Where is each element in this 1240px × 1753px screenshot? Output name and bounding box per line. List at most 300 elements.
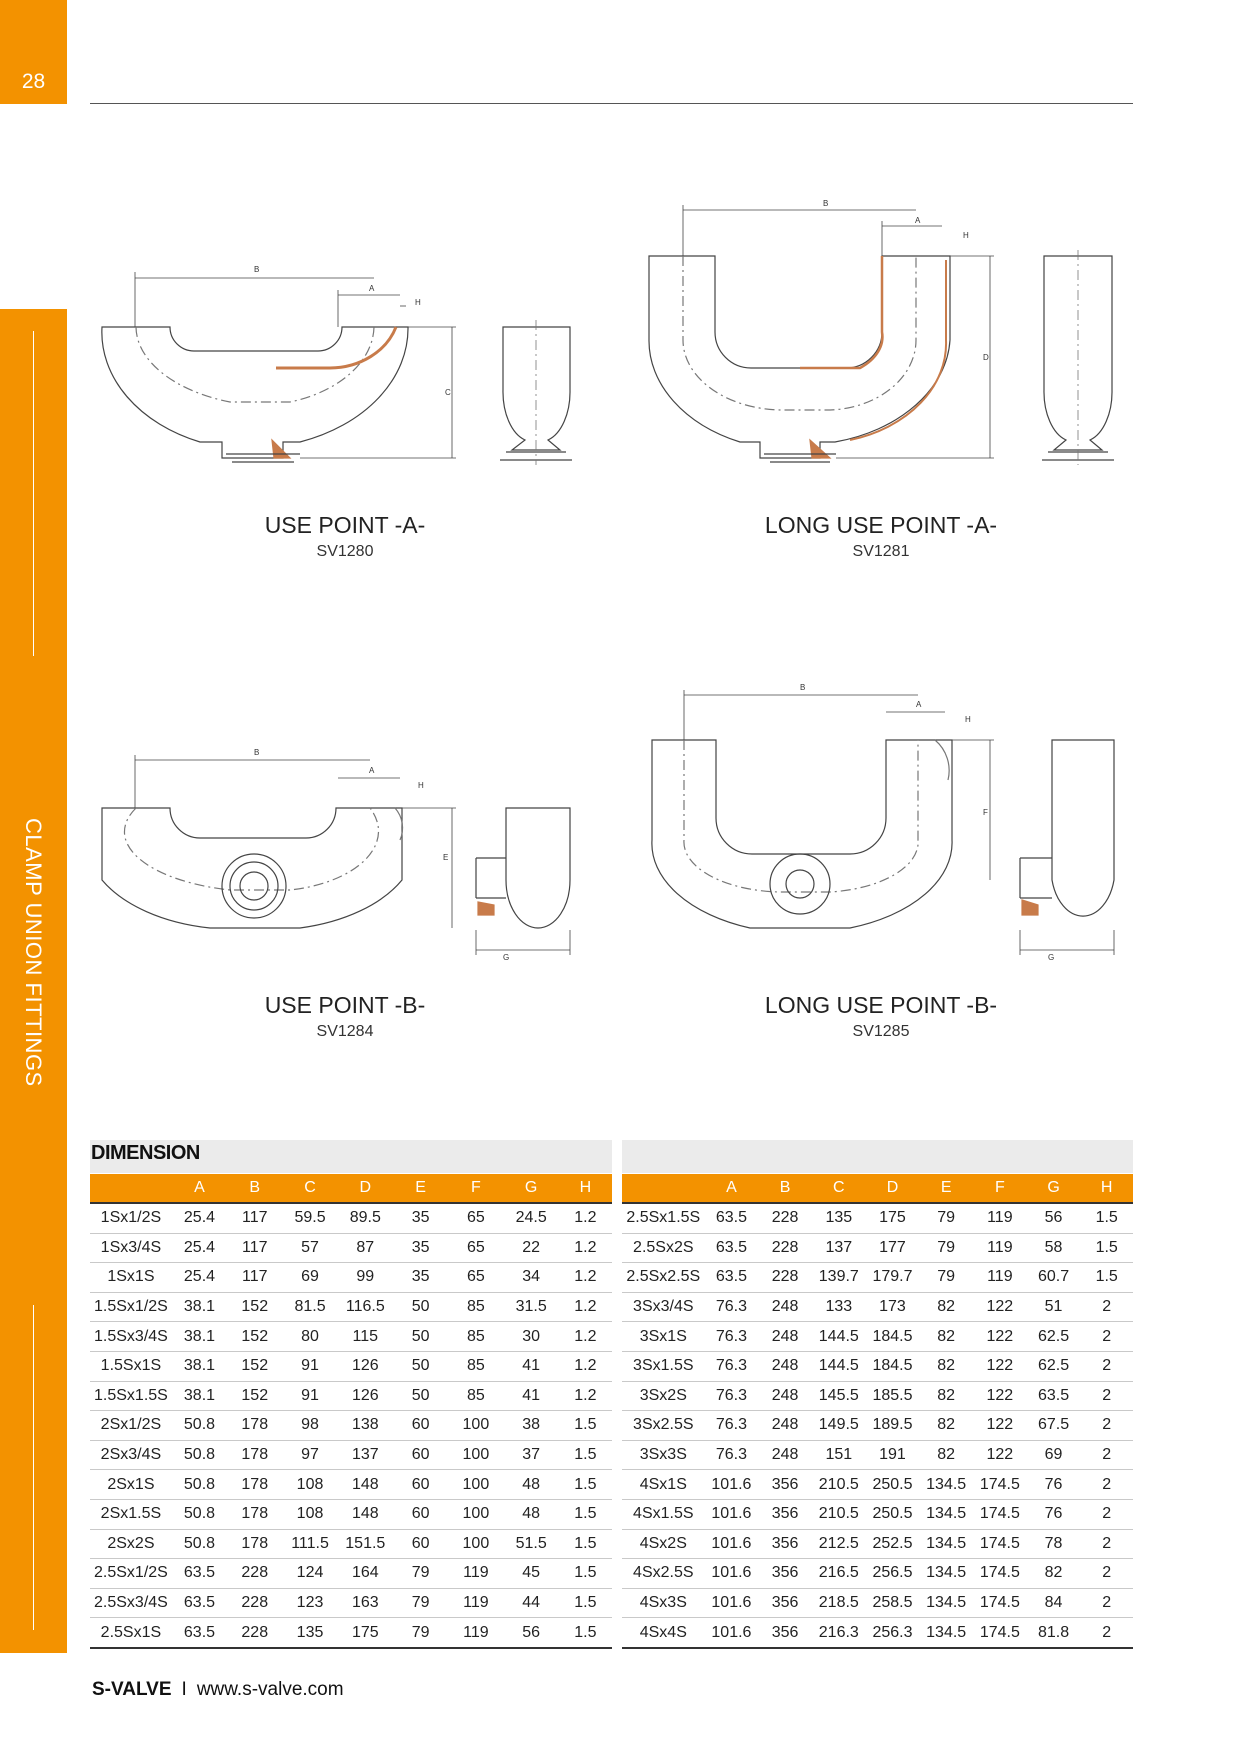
dimension-cell: 248	[758, 1381, 812, 1411]
table-row	[90, 1351, 612, 1381]
dimension-cell: 250.5	[866, 1470, 920, 1500]
dimension-cell: 1.5	[559, 1499, 612, 1529]
dimension-cell: 356	[758, 1588, 812, 1618]
dimension-cell: 122	[973, 1440, 1027, 1470]
column-header: B	[758, 1174, 812, 1203]
dimension-cell: 1.2	[559, 1351, 612, 1381]
dimension-cell: 98	[282, 1411, 337, 1441]
dimension-cell: 122	[973, 1411, 1027, 1441]
dimension-cell: 117	[227, 1233, 282, 1263]
dimension-cell: 101.6	[705, 1618, 759, 1648]
dim-label-a: A	[916, 700, 922, 709]
dimension-cell: 1.2	[559, 1233, 612, 1263]
drawing-use-point-a	[102, 272, 572, 465]
dimension-cell: 65	[448, 1233, 503, 1263]
dimension-cell: 144.5	[812, 1351, 866, 1381]
dimension-cell: 151	[812, 1440, 866, 1470]
dimension-cell: 63.5	[705, 1203, 759, 1233]
table-row	[622, 1263, 1133, 1293]
dimension-cell: 356	[758, 1618, 812, 1648]
dimension-cell: 97	[282, 1440, 337, 1470]
table-header-row	[622, 1174, 1133, 1203]
column-header	[90, 1174, 172, 1203]
dimension-cell: 100	[448, 1440, 503, 1470]
dimension-cell: 134.5	[919, 1499, 973, 1529]
dimension-cell: 151.5	[338, 1529, 393, 1559]
dimension-cell: 119	[973, 1203, 1027, 1233]
dimension-title: DIMENSION	[91, 1142, 200, 1164]
dimension-cell: 134.5	[919, 1588, 973, 1618]
dimension-cell: 76	[1027, 1470, 1081, 1500]
dimension-cell: 38.1	[172, 1351, 227, 1381]
dimension-cell: 76.3	[705, 1411, 759, 1441]
size-cell: 3Sx1.5S	[622, 1351, 705, 1381]
dimension-cell: 50.8	[172, 1411, 227, 1441]
dimension-cell: 1.5	[1080, 1263, 1133, 1293]
table-row	[622, 1499, 1133, 1529]
dimension-cell: 76.3	[705, 1292, 759, 1322]
dim-label-b: B	[823, 199, 829, 208]
dimension-cell: 100	[448, 1499, 503, 1529]
size-cell: 2.5Sx1.5S	[622, 1203, 705, 1233]
size-cell: 3Sx1S	[622, 1322, 705, 1352]
dimension-cell: 44	[504, 1588, 559, 1618]
table-row	[622, 1440, 1133, 1470]
dimension-cell: 101.6	[705, 1588, 759, 1618]
size-cell: 4Sx1.5S	[622, 1499, 705, 1529]
column-header: F	[973, 1174, 1027, 1203]
table-row	[90, 1233, 612, 1263]
dimension-cell: 248	[758, 1292, 812, 1322]
column-header	[622, 1174, 705, 1203]
dimension-cell: 1.5	[559, 1440, 612, 1470]
dimension-cell: 82	[919, 1440, 973, 1470]
dimension-cell: 50.8	[172, 1470, 227, 1500]
dimension-cell: 50	[393, 1381, 448, 1411]
dimension-cell: 1.5	[559, 1470, 612, 1500]
column-header: E	[919, 1174, 973, 1203]
dimension-cell: 100	[448, 1411, 503, 1441]
dimension-cell: 2	[1080, 1529, 1133, 1559]
dimension-cell: 152	[227, 1292, 282, 1322]
dimension-cell: 76.3	[705, 1322, 759, 1352]
dimension-cell: 135	[282, 1618, 337, 1648]
dimension-cell: 152	[227, 1322, 282, 1352]
dimension-cell: 59.5	[282, 1203, 337, 1233]
dim-label-b: B	[254, 265, 260, 274]
figure-code: SV1281	[852, 543, 910, 560]
table-row	[622, 1618, 1133, 1648]
table-header-row	[90, 1174, 612, 1203]
dimension-cell: 228	[227, 1618, 282, 1648]
column-header: A	[705, 1174, 759, 1203]
dimension-cell: 122	[973, 1351, 1027, 1381]
dimension-cell: 56	[504, 1618, 559, 1648]
size-cell: 2Sx1S	[90, 1470, 172, 1500]
dimension-cell: 80	[282, 1322, 337, 1352]
dimension-cell: 2	[1080, 1588, 1133, 1618]
dimension-cell: 250.5	[866, 1499, 920, 1529]
dimension-cell: 2	[1080, 1618, 1133, 1648]
website-link[interactable]: www.s-valve.com	[196, 1679, 344, 1700]
dimension-cell: 228	[227, 1559, 282, 1589]
table-row	[622, 1322, 1133, 1352]
size-cell: 2.5Sx3/4S	[90, 1588, 172, 1618]
dimension-cell: 189.5	[866, 1411, 920, 1441]
dimension-cell: 139.7	[812, 1263, 866, 1293]
dimension-cell: 137	[338, 1440, 393, 1470]
dimension-cell: 164	[338, 1559, 393, 1589]
page-number: 28	[21, 70, 46, 93]
dimension-cell: 1.2	[559, 1381, 612, 1411]
size-cell: 1Sx3/4S	[90, 1233, 172, 1263]
dimension-cell: 56	[1027, 1203, 1081, 1233]
size-cell: 2.5Sx2S	[622, 1233, 705, 1263]
dim-label-b: B	[800, 683, 806, 692]
dimension-cell: 50	[393, 1351, 448, 1381]
table-row	[90, 1529, 612, 1559]
dimension-cell: 63.5	[705, 1263, 759, 1293]
dimension-cell: 2	[1080, 1292, 1133, 1322]
dimension-cell: 108	[282, 1470, 337, 1500]
dimension-cell: 116.5	[338, 1292, 393, 1322]
dimension-cell: 48	[504, 1499, 559, 1529]
dimension-cell: 175	[338, 1618, 393, 1648]
dimension-cell: 85	[448, 1351, 503, 1381]
dimension-cell: 99	[338, 1263, 393, 1293]
dimension-cell: 218.5	[812, 1588, 866, 1618]
dimension-cell: 76.3	[705, 1381, 759, 1411]
column-header: G	[504, 1174, 559, 1203]
dimension-cell: 85	[448, 1381, 503, 1411]
dimension-cell: 60	[393, 1529, 448, 1559]
dimension-cell: 124	[282, 1559, 337, 1589]
dimension-cell: 256.3	[866, 1618, 920, 1648]
dimension-cell: 79	[919, 1203, 973, 1233]
size-cell: 3Sx3S	[622, 1440, 705, 1470]
dimension-cell: 50.8	[172, 1529, 227, 1559]
size-cell: 2Sx2S	[90, 1529, 172, 1559]
dimension-cell: 76	[1027, 1499, 1081, 1529]
dimension-cell: 51.5	[504, 1529, 559, 1559]
dimension-cell: 256.5	[866, 1559, 920, 1589]
dimension-cell: 134.5	[919, 1470, 973, 1500]
figure-title: USE POINT -A-	[264, 512, 426, 538]
dimension-cell: 82	[919, 1292, 973, 1322]
dimension-cell: 117	[227, 1203, 282, 1233]
section-title: CLAMP UNION FITTINGS	[21, 818, 46, 1087]
dimension-cell: 25.4	[172, 1233, 227, 1263]
dimension-cell: 119	[973, 1263, 1027, 1293]
size-cell: 1Sx1S	[90, 1263, 172, 1293]
dimension-cell: 76.3	[705, 1351, 759, 1381]
column-header: C	[282, 1174, 337, 1203]
dimension-cell: 248	[758, 1411, 812, 1441]
drawing-long-use-point-a	[649, 205, 1114, 465]
dimension-cell: 356	[758, 1499, 812, 1529]
dimension-cell: 60	[393, 1440, 448, 1470]
size-cell: 3Sx2.5S	[622, 1411, 705, 1441]
dimension-cell: 35	[393, 1263, 448, 1293]
dimension-cell: 38.1	[172, 1322, 227, 1352]
dimension-cell: 34	[504, 1263, 559, 1293]
size-cell: 4Sx3S	[622, 1588, 705, 1618]
figure-title: LONG USE POINT -A-	[764, 512, 998, 538]
dimension-cell: 62.5	[1027, 1322, 1081, 1352]
footer	[92, 1679, 344, 1701]
dimension-cell: 101.6	[705, 1470, 759, 1500]
dimension-cell: 22	[504, 1233, 559, 1263]
dimension-cell: 1.5	[559, 1529, 612, 1559]
dimension-cell: 45	[504, 1559, 559, 1589]
dimension-cell: 62.5	[1027, 1351, 1081, 1381]
table-row	[622, 1351, 1133, 1381]
dimension-cell: 35	[393, 1203, 448, 1233]
dimension-cell: 178	[227, 1529, 282, 1559]
dimension-cell: 2	[1080, 1440, 1133, 1470]
dimension-cell: 1.5	[1080, 1233, 1133, 1263]
dimension-cell: 111.5	[282, 1529, 337, 1559]
dimension-cell: 178	[227, 1440, 282, 1470]
dim-label-h: H	[418, 781, 424, 790]
figure-code: SV1284	[316, 1023, 374, 1040]
dimension-cell: 2	[1080, 1381, 1133, 1411]
dimension-cell: 63.5	[172, 1618, 227, 1648]
dimension-cell: 91	[282, 1351, 337, 1381]
dim-label-g: G	[503, 953, 510, 962]
table-row	[622, 1470, 1133, 1500]
dimension-cell: 67.5	[1027, 1411, 1081, 1441]
table-row	[90, 1559, 612, 1589]
size-cell: 2.5Sx1/2S	[90, 1559, 172, 1589]
dimension-cell: 100	[448, 1529, 503, 1559]
dimension-cell: 63.5	[1027, 1381, 1081, 1411]
dimension-cell: 184.5	[866, 1351, 920, 1381]
dimension-cell: 89.5	[338, 1203, 393, 1233]
dimension-cell: 2	[1080, 1351, 1133, 1381]
size-cell: 4Sx2S	[622, 1529, 705, 1559]
dimension-cell: 191	[866, 1440, 920, 1470]
figure-title: USE POINT -B-	[264, 992, 426, 1018]
dimension-cell: 148	[338, 1499, 393, 1529]
dim-label-a: A	[915, 216, 921, 225]
table-row	[622, 1203, 1133, 1233]
dimension-cell: 1.5	[1080, 1203, 1133, 1233]
table-row	[622, 1381, 1133, 1411]
dimension-cell: 216.3	[812, 1618, 866, 1648]
dimension-cell: 2	[1080, 1322, 1133, 1352]
dim-label-h: H	[415, 298, 421, 307]
dimension-cell: 175	[866, 1203, 920, 1233]
dimension-cell: 248	[758, 1440, 812, 1470]
dimension-table-left	[90, 1174, 612, 1649]
table-row	[622, 1588, 1133, 1618]
dimension-cell: 82	[919, 1351, 973, 1381]
dimension-cell: 117	[227, 1263, 282, 1293]
dimension-cell: 101.6	[705, 1499, 759, 1529]
dimension-cell: 84	[1027, 1588, 1081, 1618]
dimension-cell: 149.5	[812, 1411, 866, 1441]
size-cell: 1.5Sx3/4S	[90, 1322, 172, 1352]
dimension-cell: 134.5	[919, 1559, 973, 1589]
table-row	[622, 1233, 1133, 1263]
dimension-cell: 48	[504, 1470, 559, 1500]
dimension-cell: 63.5	[705, 1233, 759, 1263]
dimension-cell: 63.5	[172, 1588, 227, 1618]
dimension-cell: 79	[393, 1588, 448, 1618]
dimension-header-bar	[622, 1140, 1133, 1173]
dimension-cell: 38	[504, 1411, 559, 1441]
dimension-cell: 184.5	[866, 1322, 920, 1352]
size-cell: 4Sx1S	[622, 1470, 705, 1500]
dimension-cell: 78	[1027, 1529, 1081, 1559]
dimension-cell: 173	[866, 1292, 920, 1322]
dimension-cell: 177	[866, 1233, 920, 1263]
size-cell: 1.5Sx1/2S	[90, 1292, 172, 1322]
dimension-cell: 87	[338, 1233, 393, 1263]
dimension-cell: 115	[338, 1322, 393, 1352]
dimension-cell: 41	[504, 1381, 559, 1411]
dimension-cell: 228	[758, 1233, 812, 1263]
table-row	[90, 1322, 612, 1352]
dimension-cell: 126	[338, 1381, 393, 1411]
dimension-cell: 119	[448, 1559, 503, 1589]
dimension-cell: 185.5	[866, 1381, 920, 1411]
dimension-cell: 76.3	[705, 1440, 759, 1470]
dimension-cell: 178	[227, 1470, 282, 1500]
column-header: F	[448, 1174, 503, 1203]
dimension-cell: 81.8	[1027, 1618, 1081, 1648]
dimension-cell: 2	[1080, 1499, 1133, 1529]
dimension-cell: 174.5	[973, 1618, 1027, 1648]
dimension-cell: 25.4	[172, 1263, 227, 1293]
dimension-cell: 1.2	[559, 1322, 612, 1352]
column-header: B	[227, 1174, 282, 1203]
dimension-cell: 210.5	[812, 1499, 866, 1529]
dimension-cell: 119	[448, 1588, 503, 1618]
size-cell: 1.5Sx1S	[90, 1351, 172, 1381]
dimension-cell: 134.5	[919, 1529, 973, 1559]
dimension-cell: 82	[1027, 1559, 1081, 1589]
table-row	[90, 1499, 612, 1529]
dimension-cell: 50.8	[172, 1440, 227, 1470]
dim-label-a: A	[369, 766, 375, 775]
dimension-cell: 60.7	[1027, 1263, 1081, 1293]
dimension-cell: 2	[1080, 1470, 1133, 1500]
dim-label-f: F	[983, 808, 988, 817]
dimension-cell: 148	[338, 1470, 393, 1500]
dim-label-g: G	[1048, 953, 1055, 962]
dimension-cell: 65	[448, 1263, 503, 1293]
dimension-cell: 1.5	[559, 1588, 612, 1618]
dimension-cell: 1.2	[559, 1203, 612, 1233]
dim-label-h: H	[965, 715, 971, 724]
size-cell: 2Sx1.5S	[90, 1499, 172, 1529]
dimension-cell: 50	[393, 1322, 448, 1352]
dim-label-d: D	[983, 353, 989, 362]
dimension-cell: 135	[812, 1203, 866, 1233]
table-row	[90, 1440, 612, 1470]
side-divider	[33, 1305, 34, 1630]
size-cell: 3Sx2S	[622, 1381, 705, 1411]
dim-label-c: C	[445, 388, 451, 397]
table-row	[90, 1470, 612, 1500]
dimension-cell: 60	[393, 1499, 448, 1529]
dimension-cell: 25.4	[172, 1203, 227, 1233]
column-header: H	[559, 1174, 612, 1203]
dimension-cell: 63.5	[172, 1559, 227, 1589]
dimension-cell: 91	[282, 1381, 337, 1411]
dimension-cell: 163	[338, 1588, 393, 1618]
dimension-cell: 101.6	[705, 1559, 759, 1589]
dimension-cell: 1.5	[559, 1411, 612, 1441]
dimension-cell: 50	[393, 1292, 448, 1322]
dimension-cell: 65	[448, 1203, 503, 1233]
dimension-cell: 85	[448, 1292, 503, 1322]
dimension-cell: 126	[338, 1351, 393, 1381]
dimension-cell: 57	[282, 1233, 337, 1263]
dimension-cell: 101.6	[705, 1529, 759, 1559]
table-row	[622, 1529, 1133, 1559]
dimension-cell: 123	[282, 1588, 337, 1618]
dimension-cell: 69	[282, 1263, 337, 1293]
dimension-cell: 174.5	[973, 1529, 1027, 1559]
dimension-cell: 122	[973, 1322, 1027, 1352]
dimension-cell: 178	[227, 1411, 282, 1441]
dimension-cell: 248	[758, 1322, 812, 1352]
dimension-cell: 144.5	[812, 1322, 866, 1352]
size-cell: 2Sx3/4S	[90, 1440, 172, 1470]
dim-label-a: A	[369, 284, 375, 293]
table-row	[90, 1292, 612, 1322]
dimension-cell: 82	[919, 1381, 973, 1411]
dimension-cell: 174.5	[973, 1499, 1027, 1529]
dimension-cell: 2	[1080, 1559, 1133, 1589]
dimension-cell: 82	[919, 1322, 973, 1352]
brand-name: S-VALVE	[92, 1679, 172, 1700]
column-header: D	[338, 1174, 393, 1203]
dimension-cell: 252.5	[866, 1529, 920, 1559]
dimension-cell: 356	[758, 1470, 812, 1500]
dimension-cell: 133	[812, 1292, 866, 1322]
dimension-cell: 24.5	[504, 1203, 559, 1233]
dimension-cell: 82	[919, 1411, 973, 1441]
dimension-cell: 51	[1027, 1292, 1081, 1322]
dimension-cell: 35	[393, 1233, 448, 1263]
dimension-cell: 145.5	[812, 1381, 866, 1411]
table-row	[90, 1263, 612, 1293]
size-cell: 1Sx1/2S	[90, 1203, 172, 1233]
dim-label-e: E	[443, 853, 449, 862]
dimension-cell: 37	[504, 1440, 559, 1470]
dimension-cell: 248	[758, 1351, 812, 1381]
dim-label-b: B	[254, 748, 260, 757]
dimension-cell: 138	[338, 1411, 393, 1441]
dimension-cell: 79	[393, 1559, 448, 1589]
figure-code: SV1280	[316, 543, 374, 560]
dimension-cell: 174.5	[973, 1470, 1027, 1500]
dimension-cell: 1.5	[559, 1618, 612, 1648]
size-cell: 2.5Sx1S	[90, 1618, 172, 1648]
dimension-cell: 216.5	[812, 1559, 866, 1589]
size-cell: 4Sx4S	[622, 1618, 705, 1648]
dimension-cell: 119	[448, 1618, 503, 1648]
dimension-cell: 174.5	[973, 1559, 1027, 1589]
dimension-cell: 79	[919, 1233, 973, 1263]
dimension-table-right	[622, 1174, 1133, 1649]
dimension-cell: 356	[758, 1529, 812, 1559]
column-header: H	[1080, 1174, 1133, 1203]
